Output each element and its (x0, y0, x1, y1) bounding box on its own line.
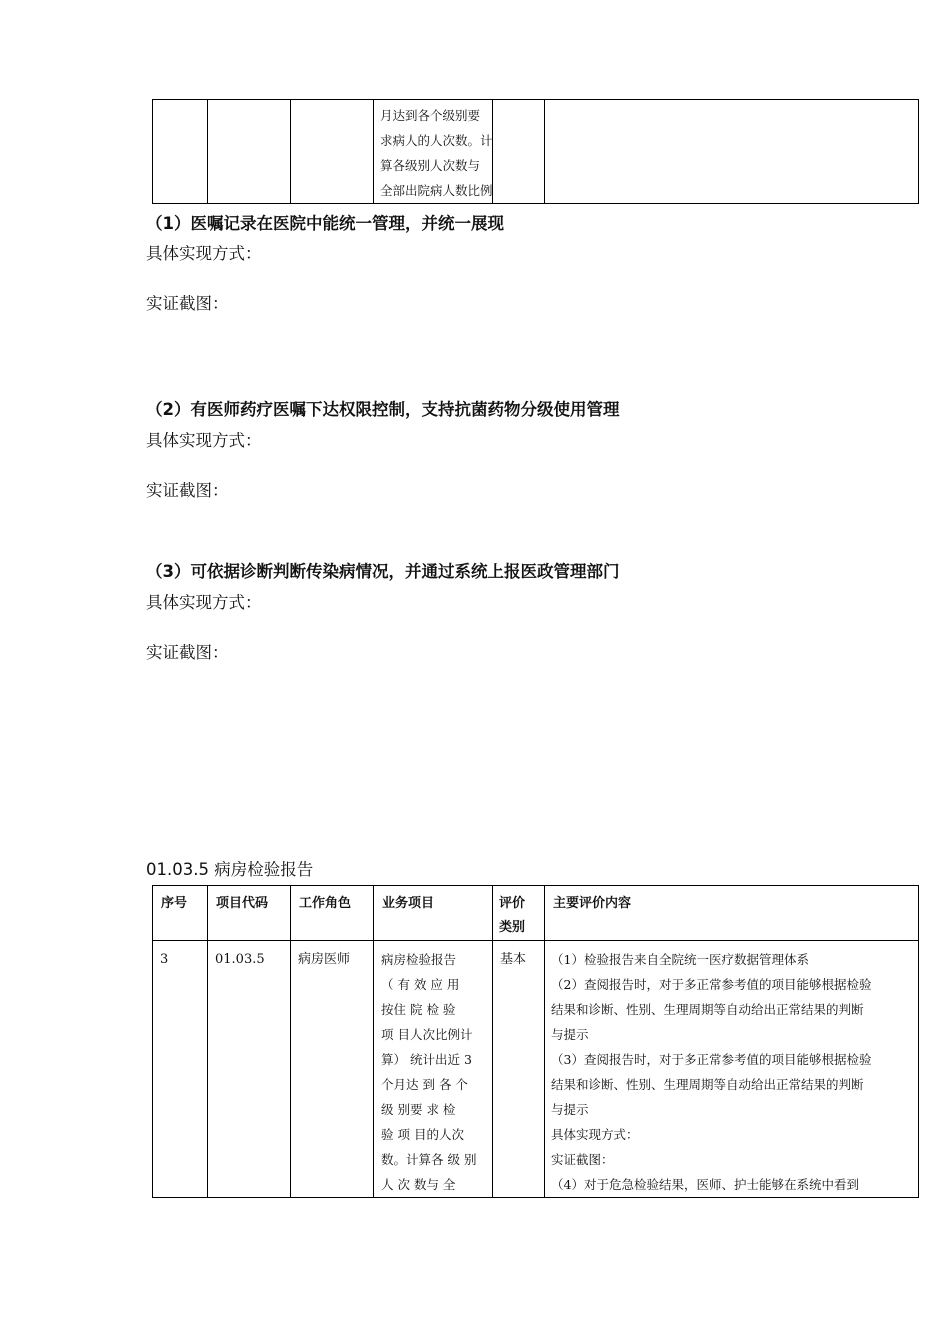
section-1-title: （1）医嘱记录在医院中能统一管理，并统一展现 (146, 214, 504, 233)
section-2-screenshot-label: 实证截图： (146, 481, 229, 500)
row-content-text: （1）检验报告来自全院统一医疗数据管理体系 （2）查阅报告时，对于多正常参考值的项目能够根据检验 结果和诊断、性别、生理周期等自动给出正常结果的判断 与提示 （3）查阅报告时，对于多正常参考值的项目能够根据检验 结果和诊断、性别、生理周期等自动给出正常结果的判断 与提示 具体实现方式： 实证截图： （4）对于危急检验结果，医师、护士能够在系统中看到 (551, 952, 872, 1192)
section-3-method-label: 具体实现方式： (146, 593, 262, 612)
main-table (152, 885, 919, 1198)
header-category: 评价 类别 (493, 886, 545, 941)
section-3-title: （3）可依据诊断判断传染病情况，并通过系统上报医政管理部门 (146, 562, 620, 581)
header-row (153, 886, 919, 941)
top-table-seq-cell (153, 100, 208, 204)
section-2-title: （2）有医师药疗医嘱下达权限控制，支持抗菌药物分级使用管理 (146, 400, 620, 419)
row-code: 01.03.5 (208, 941, 291, 1198)
section-1-screenshot-label: 实证截图： (146, 294, 229, 313)
header-seq: 序号 (153, 886, 208, 941)
top-table-item-cell (374, 100, 493, 204)
section-3-screenshot-label: 实证截图： (146, 643, 229, 662)
header-content: 主要评价内容 (545, 886, 919, 941)
section-heading: 01.03.5 病房检验报告 (146, 860, 314, 879)
header-code: 项目代码 (208, 886, 291, 941)
header-item: 业务项目 (374, 886, 493, 941)
row-category: 基本 (493, 941, 545, 1198)
row-item (374, 941, 493, 1198)
top-table-code-cell (208, 100, 291, 204)
row-item-text: 病房检验报告 （ 有 效 应 用 按住 院 检 验 项 目人次比例计 算） 统计出近 3 个月达 到 各 个 级 别要 求 检 验 项 目的人次 数。计算各 级 别 人 次 数与 全 (381, 952, 477, 1192)
section-1-method-label: 具体实现方式： (146, 244, 262, 263)
top-table-content-cell (545, 100, 919, 204)
row-seq: 3 (153, 941, 208, 1198)
top-table (152, 99, 919, 204)
top-table-role-cell (291, 100, 374, 204)
row-role: 病房医师 (291, 941, 374, 1198)
header-role: 工作角色 (291, 886, 374, 941)
section-2-method-label: 具体实现方式： (146, 431, 262, 450)
row-content (545, 941, 919, 1198)
top-table-category-cell (493, 100, 545, 204)
top-item-fragment: 月达到各个级别要 求病人的人次数。计 算各级别人次数与 全部出院病人数比例 (380, 108, 493, 198)
table-row (153, 941, 919, 1198)
